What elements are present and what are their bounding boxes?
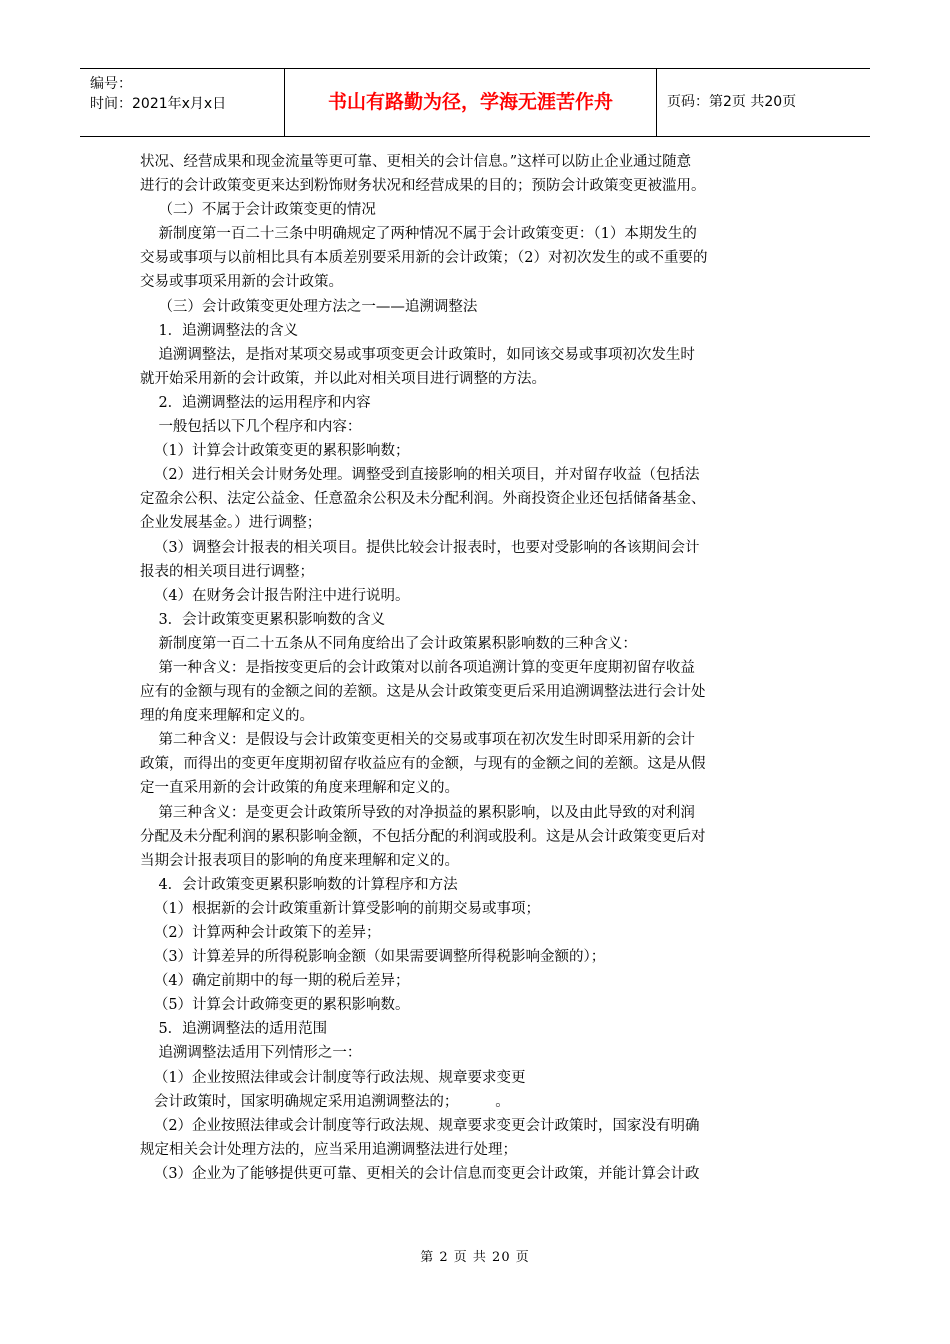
- page-footer: 第 2 页 共 20 页: [420, 1250, 530, 1265]
- body-line: 5．追溯调整法的适用范围: [140, 1021, 328, 1038]
- body-line: （4）确定前期中的每一期的税后差异；: [140, 973, 410, 990]
- body-line: 3．会计政策变更累积影响数的含义: [140, 611, 386, 628]
- body-line: （三）会计政策变更处理方法之一——追溯调整法: [140, 298, 478, 315]
- body-line: 应有的金额与现有的金额之间的差额。这是从会计政策变更后采用追溯调整法进行会计处: [140, 684, 706, 701]
- body-line: 会计政策时，国家明确规定采用追溯调整法的； 。: [140, 1093, 510, 1110]
- body-line: 新制度第一百二十三条中明确规定了两种情况不属于会计政策变更：（1）本期发生的: [140, 226, 697, 243]
- body-line: 第二种含义：是假设与会计政策变更相关的交易或事项在初次发生时即采用新的会计: [140, 732, 695, 749]
- header-page-info: 页码：第2页 共20页: [667, 94, 797, 110]
- page-header: [80, 68, 870, 137]
- body-line: 新制度第一百二十五条从不同角度给出了会计政策累积影响数的三种含义：: [140, 635, 637, 652]
- body-line: 当期会计报表项目的影响的角度来理解和定义的。: [140, 852, 459, 869]
- body-line: （3）企业为了能够提供更可靠、更相关的会计信息而变更会计政策，并能计算会计政: [140, 1165, 700, 1182]
- body-line: 追溯调整法，是指对某项交易或事项变更会计政策时，如同该交易或事项初次发生时: [140, 346, 695, 363]
- body-line: （4）在财务会计报告附注中进行说明。: [140, 587, 410, 604]
- document-number-label: 编号：: [90, 76, 132, 92]
- body-line: 进行的会计政策变更来达到粉饰财务状况和经营成果的目的；预防会计政策变更被滥用。: [140, 178, 706, 195]
- body-line: 第三种含义：是变更会计政策所导致的对净损益的累积影响，以及由此导致的对利润: [140, 804, 695, 821]
- body-line: （2）进行相关会计财务处理。调整受到直接影响的相关项目，并对留存收益（包括法: [140, 467, 700, 484]
- body-line: 状况、经营成果和现金流量等更可靠、更相关的会计信息。”这样可以防止企业通过随意: [140, 154, 692, 170]
- body-line: 就开始采用新的会计政策，并以此对相关项目进行调整的方法。: [140, 370, 546, 387]
- document-date-label: 时间：2021年x月x日: [90, 96, 227, 112]
- body-line: 追溯调整法适用下列情形之一：: [140, 1045, 362, 1062]
- body-line: 企业发展基金。）进行调整；: [140, 515, 322, 532]
- body-line: （二）不属于会计政策变更的情况: [140, 202, 376, 219]
- body-line: 报表的相关项目进行调整；: [140, 563, 314, 580]
- body-line: 交易或事项采用新的会计政策。: [140, 274, 343, 291]
- body-line: 交易或事项与以前相比具有本质差别要采用新的会计政策；（2）对初次发生的或不重要的: [140, 250, 708, 267]
- body-line: 第一种含义：是指按变更后的会计政策对以前各项追溯计算的变更年度期初留存收益: [140, 659, 695, 676]
- body-line: 分配及未分配利润的累积影响金额，不包括分配的利润或股利。这是从会计政策变更后对: [140, 828, 706, 845]
- body-line: 理的角度来理解和定义的。: [140, 708, 314, 725]
- document-body: [140, 150, 820, 1186]
- body-line: 定一直采用新的会计政策的角度来理解和定义的。: [140, 780, 459, 797]
- header-motto: 书山有路勤为径，学海无涯苦作舟: [285, 69, 657, 136]
- body-line: 2．追溯调整法的运用程序和内容: [140, 394, 371, 411]
- body-line: 1．追溯调整法的含义: [140, 322, 299, 339]
- body-line: 定盈余公积、法定公益金、任意盈余公积及未分配利润。外商投资企业还包括储备基金、: [140, 491, 706, 508]
- body-line: （5）计算会计政筛变更的累积影响数。: [140, 997, 410, 1014]
- body-line: 政策，而得出的变更年度期初留存收益应有的金额，与现有的金额之间的差额。这是从假: [140, 756, 706, 773]
- body-line: 4．会计政策变更累积影响数的计算程序和方法: [140, 876, 458, 893]
- body-line: 一般包括以下几个程序和内容：: [140, 419, 362, 436]
- body-line: （1）计算会计政策变更的累积影响数；: [140, 443, 410, 460]
- body-line: （3）调整会计报表的相关项目。提供比较会计报表时，也要对受影响的各该期间会计: [140, 539, 700, 556]
- body-line: （3）计算差异的所得税影响金额（如果需要调整所得税影响金额的）；: [140, 949, 606, 966]
- body-line: （2）企业按照法律或会计制度等行政法规、规章要求变更会计政策时，国家没有明确: [140, 1117, 700, 1134]
- body-line: 规定相关会计处理方法的，应当采用追溯调整法进行处理；: [140, 1141, 517, 1158]
- body-line: （1）根据新的会计政策重新计算受影响的前期交易或事项；: [140, 900, 541, 917]
- body-line: （1）企业按照法律或会计制度等行政法规、规章要求变更: [140, 1069, 526, 1086]
- body-line: （2）计算两种会计政策下的差异；: [140, 925, 381, 941]
- header-left-cell: [80, 69, 285, 136]
